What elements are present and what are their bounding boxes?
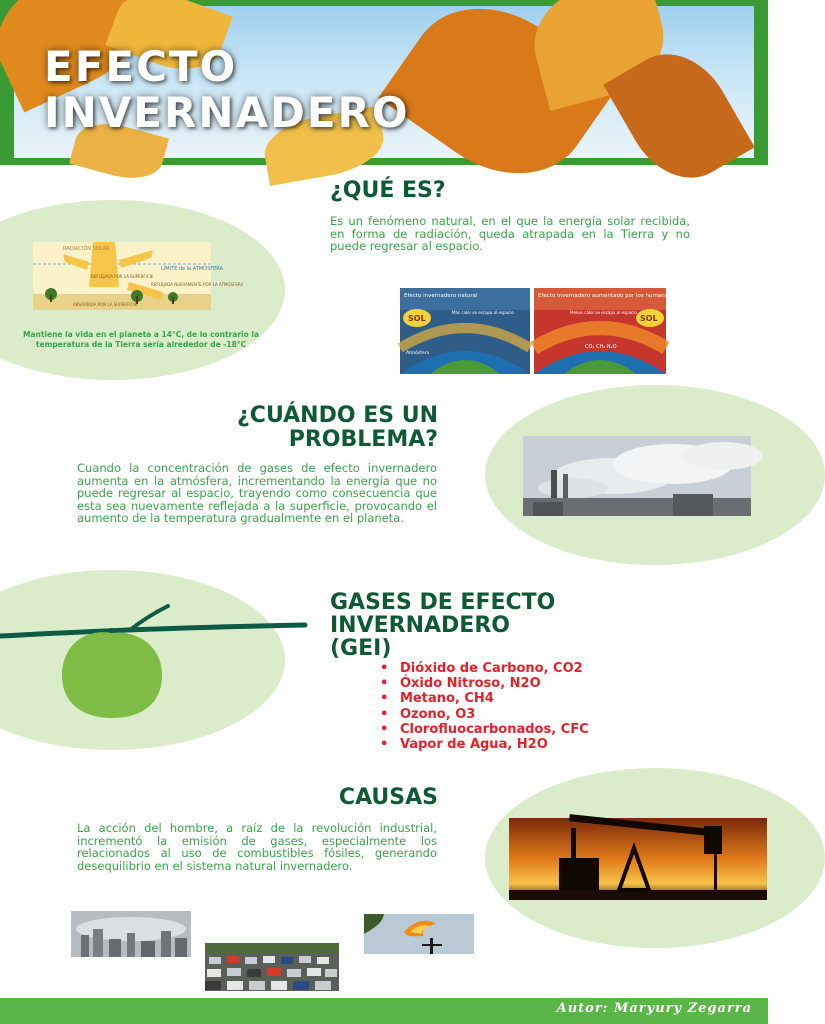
diagram-label-limit: LÍMITE de la ATMÓSFERA [161,266,223,272]
branch-fruit-illustration [0,600,310,725]
causas-heading: CAUSAS [338,785,438,810]
gas-item-label: Ozono, O3 [400,706,476,722]
banner-image [14,6,754,158]
diagram-atmosphere-label: Atmósfera [406,351,430,356]
gas-item-label: Metano, CH4 [400,691,494,707]
author-credit: Autor: Maryury Zegarra [556,1001,752,1016]
bullet-icon: • [380,691,389,707]
smog-city-photo [71,911,191,957]
factory-smoke-photo [523,436,751,516]
diagram-right-title: Efecto invernadero aumentado por los humanos [538,293,671,299]
gas-item [380,722,589,737]
footer-bar [0,998,768,1024]
title-line-2: INVERNADERO [44,88,410,137]
bullet-icon: • [380,661,389,676]
gas-item-label: Vapor de Agua, H2O [400,737,548,753]
que-es-paragraph: Es un fenómeno natural, en el que la energía solar recibida, en forma de radiación, queda atrapada en la Tierra y no puede regresar al espacio. [330,214,690,253]
que-es-heading: ¿QUÉ ES? [330,178,446,203]
diagram-label-bottom: ABSORBIDA POR LA SUPERFICIE [73,302,137,307]
diagram-sun-left: SOL [408,314,426,323]
diagram-left-title: Efecto invernadero natural [404,293,478,299]
diagram-left-note: Más calor se escapa al espacio [452,310,514,315]
solar-radiation-diagram [33,242,244,310]
gas-item-label: Dióxido de Carbono, CO2 [400,661,583,676]
circle-caption: Mantiene la vida en el planeta a 14°C, de lo contrario la temperatura de la Tierra sería alrededor de -18°C [22,330,260,349]
bullet-icon: • [380,706,389,722]
gases-heading-line-2: INVERNADERO [330,613,510,638]
diagram-label-top: RADIACIÓN SOLAR [63,246,110,252]
title-line-1: EFECTO [44,42,238,91]
gas-item [380,737,589,752]
gas-item-label: Óxido Nitroso, N2O [400,676,541,692]
gas-item-label: Clorofluocarbonados, CFC [400,721,589,737]
gas-item [380,676,589,691]
traffic-jam-photo [205,943,339,991]
header-banner [0,0,768,165]
diagram-label-right: REFLEJADA NUEVAMENTE POR LA ATMÓSFERA [151,282,244,287]
oil-pump-photo [509,818,767,900]
causas-paragraph: La acción del hombre, a raíz de la revolución industrial, incrementó la emisión de gases, especialmente los relacionados al uso de combustibles fósiles, generando desequilibrio en el sistema natural invernadero. [77,821,437,873]
bullet-icon: • [380,737,389,753]
diagram-right-note: Menos calor se escapa al espacio [570,310,637,315]
gas-item [380,707,589,722]
gas-flare-photo [364,914,474,954]
cuando-heading-line-1: ¿CUÁNDO ES UN [237,403,438,428]
gases-list [380,661,589,752]
bullet-icon: • [380,676,389,692]
gas-item [380,661,589,676]
cuando-paragraph: Cuando la concentración de gases de efecto invernadero aumenta en la atmósfera, incrementando la energía que no puede regresar al espacio, trayendo como consecuencia que esta sea nuevamente reflejada a la superficie, provocando el aumento de la temperatura gradualmente en el planeta. [77,461,437,525]
gas-item [380,691,589,706]
cuando-heading-line-2: PROBLEMA? [288,427,438,452]
diagram-gases-label: CO₂ CH₄ N₂O [585,344,617,350]
diagram-sun-right: SOL [640,314,658,323]
gases-heading-line-3: (GEI) [330,636,392,661]
greenhouse-comparison-diagram [400,288,671,374]
diagram-label-left: REFLEJADA POR LA SUPERFICIE [91,274,154,279]
bullet-icon: • [380,721,389,737]
gases-heading-line-1: GASES DE EFECTO [330,590,556,615]
